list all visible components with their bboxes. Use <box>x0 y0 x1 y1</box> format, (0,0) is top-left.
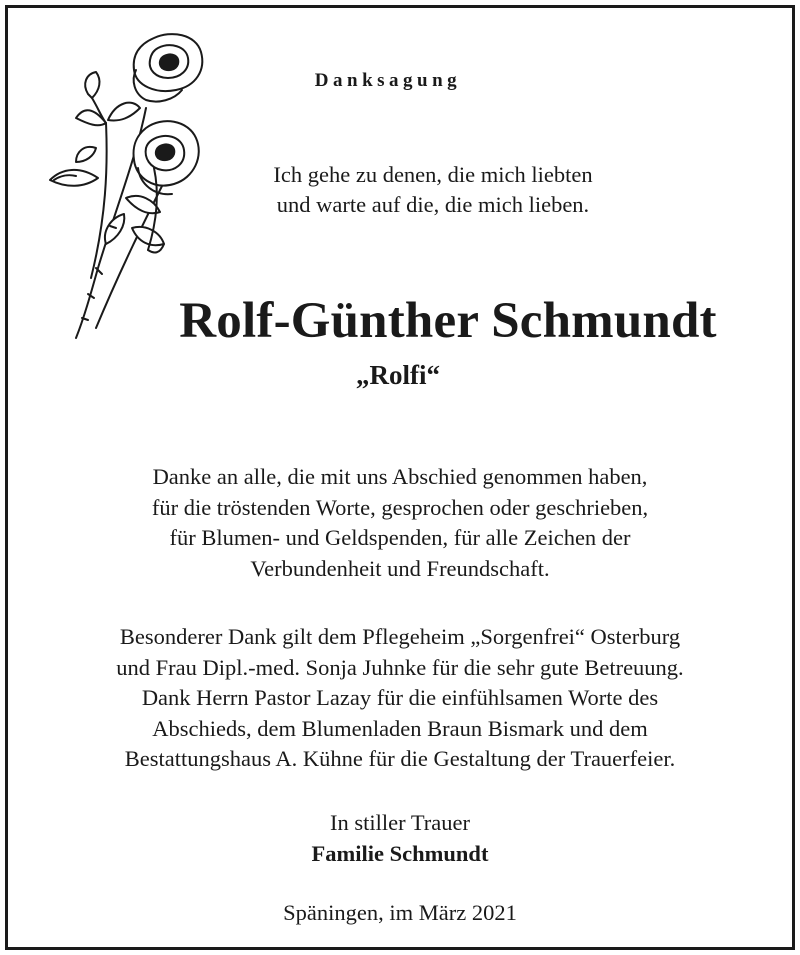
mourning-signature <box>8 808 792 869</box>
deceased-name: Rolf-Günther Schmundt <box>179 293 717 349</box>
thanks-1-line: Danke an alle, die mit uns Abschied genommen haben, <box>152 464 648 489</box>
heading-danksagung: Danksagung <box>314 70 462 91</box>
thanks-paragraph-2 <box>8 622 792 775</box>
quote-line-2: und warte auf die, die mich lieben. <box>276 192 590 217</box>
thanks-2-line: Abschieds, dem Blumenladen Braun Bismark und dem <box>152 715 648 741</box>
thanks-2-line: Besonderer Dank gilt dem Pflegeheim „Sorgenfrei“ Osterburg <box>119 624 681 649</box>
thanks-1-line: für die tröstenden Worte, gesprochen oder geschrieben, <box>151 494 649 520</box>
quote-line-1: Ich gehe zu denen, die mich liebten <box>273 162 593 187</box>
thanks-paragraph-1 <box>8 462 792 584</box>
deceased-nickname: „Rolfi“ <box>356 360 440 390</box>
thanks-2-line: und Frau Dipl.-med. Sonja Juhnke für die sehr gute Betreuung. <box>116 654 684 680</box>
family-name: Familie Schmundt <box>311 840 489 866</box>
place-and-date: Späningen, im März 2021 <box>283 900 517 925</box>
memorial-quote <box>168 160 698 220</box>
obituary-frame <box>5 5 795 950</box>
thanks-2-line: Bestattungshaus A. Kühne für die Gestaltung der Trauerfeier. <box>124 746 676 771</box>
thanks-2-line: Dank Herrn Pastor Lazay für die einfühlsamen Worte des <box>141 685 659 710</box>
thanks-1-line: Verbundenheit und Freundschaft. <box>250 555 550 581</box>
mourning-line: In stiller Trauer <box>330 810 470 835</box>
thanks-1-line: für Blumen- und Geldspenden, für alle Zeichen der <box>169 525 631 550</box>
